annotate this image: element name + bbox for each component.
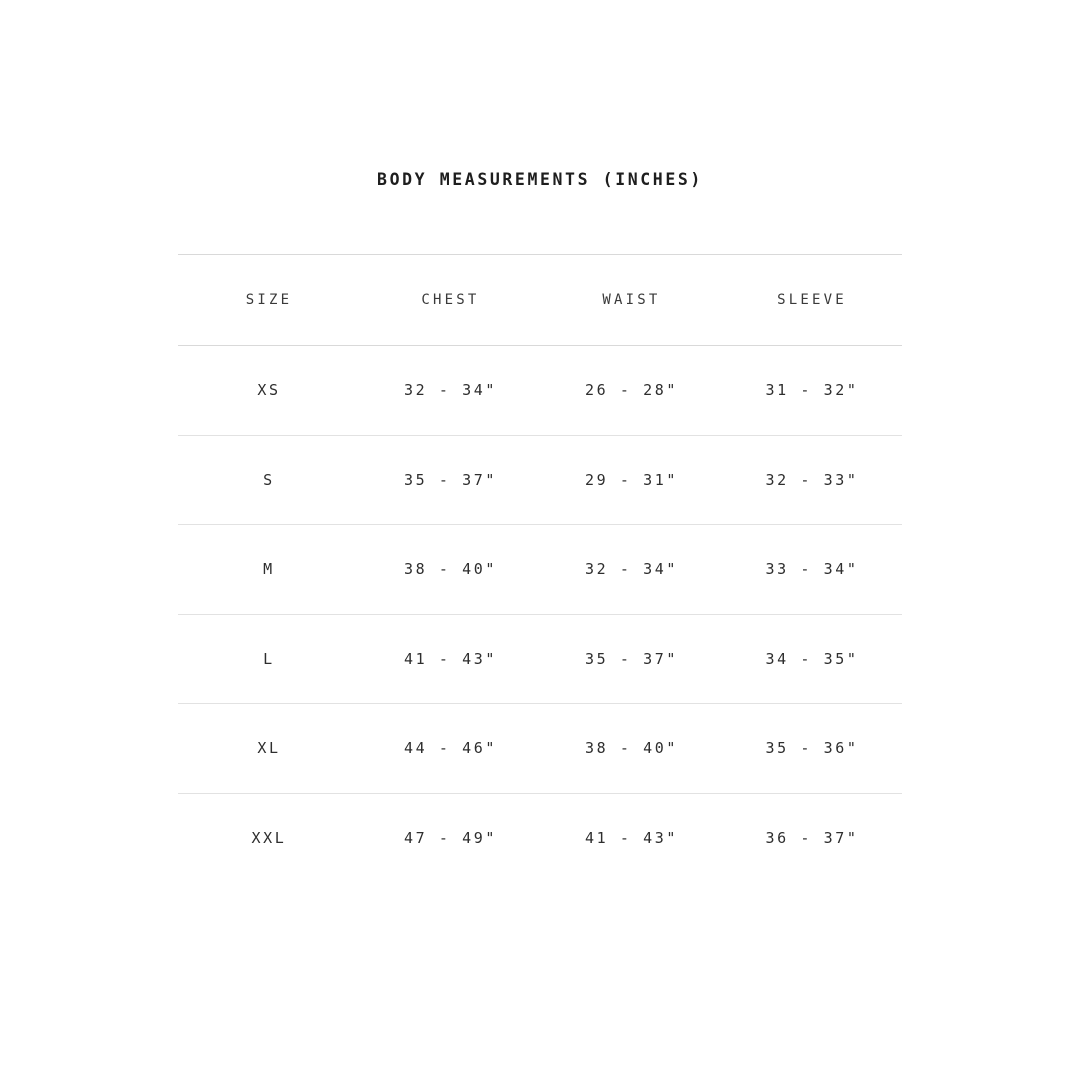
- cell-sleeve: 36 - 37": [765, 828, 859, 847]
- table-row: [178, 435, 902, 525]
- table-row: [178, 793, 902, 882]
- cell-waist: 35 - 37": [584, 649, 679, 668]
- cell-sleeve: 31 - 32": [765, 381, 859, 400]
- column-header-waist: WAIST: [602, 292, 661, 308]
- table-header-row: [178, 255, 902, 346]
- table-row: [178, 614, 902, 704]
- cell-chest: 47 - 49": [403, 828, 498, 847]
- column-header-size: SIZE: [245, 292, 293, 308]
- cell-size: XS: [257, 381, 281, 400]
- table-row: [178, 525, 902, 615]
- cell-waist: 26 - 28": [584, 381, 679, 400]
- cell-size: M: [263, 560, 275, 579]
- cell-chest: 41 - 43": [403, 649, 498, 668]
- cell-chest: 38 - 40": [403, 560, 498, 579]
- cell-size: L: [263, 649, 275, 668]
- cell-waist: 41 - 43": [584, 828, 679, 847]
- cell-size: S: [263, 470, 275, 489]
- measurements-table-container: [178, 254, 902, 882]
- cell-sleeve: 32 - 33": [765, 470, 859, 489]
- cell-chest: 44 - 46": [403, 739, 498, 758]
- column-header-chest: CHEST: [421, 292, 480, 308]
- cell-waist: 32 - 34": [584, 560, 679, 579]
- table-row: [178, 346, 902, 436]
- cell-chest: 35 - 37": [403, 470, 498, 489]
- table-row: [178, 704, 902, 794]
- table-header: [178, 255, 902, 346]
- table-body: [178, 346, 902, 883]
- cell-waist: 38 - 40": [584, 739, 679, 758]
- column-header-sleeve: SLEEVE: [777, 292, 847, 308]
- cell-size: XXL: [251, 828, 287, 847]
- cell-sleeve: 34 - 35": [765, 649, 859, 668]
- measurements-table: [178, 254, 902, 882]
- cell-chest: 32 - 34": [403, 381, 498, 400]
- cell-sleeve: 35 - 36": [765, 739, 859, 758]
- cell-size: XL: [257, 739, 281, 758]
- page-title: BODY MEASUREMENTS (INCHES): [377, 170, 703, 189]
- cell-sleeve: 33 - 34": [765, 560, 859, 579]
- cell-waist: 29 - 31": [584, 470, 679, 489]
